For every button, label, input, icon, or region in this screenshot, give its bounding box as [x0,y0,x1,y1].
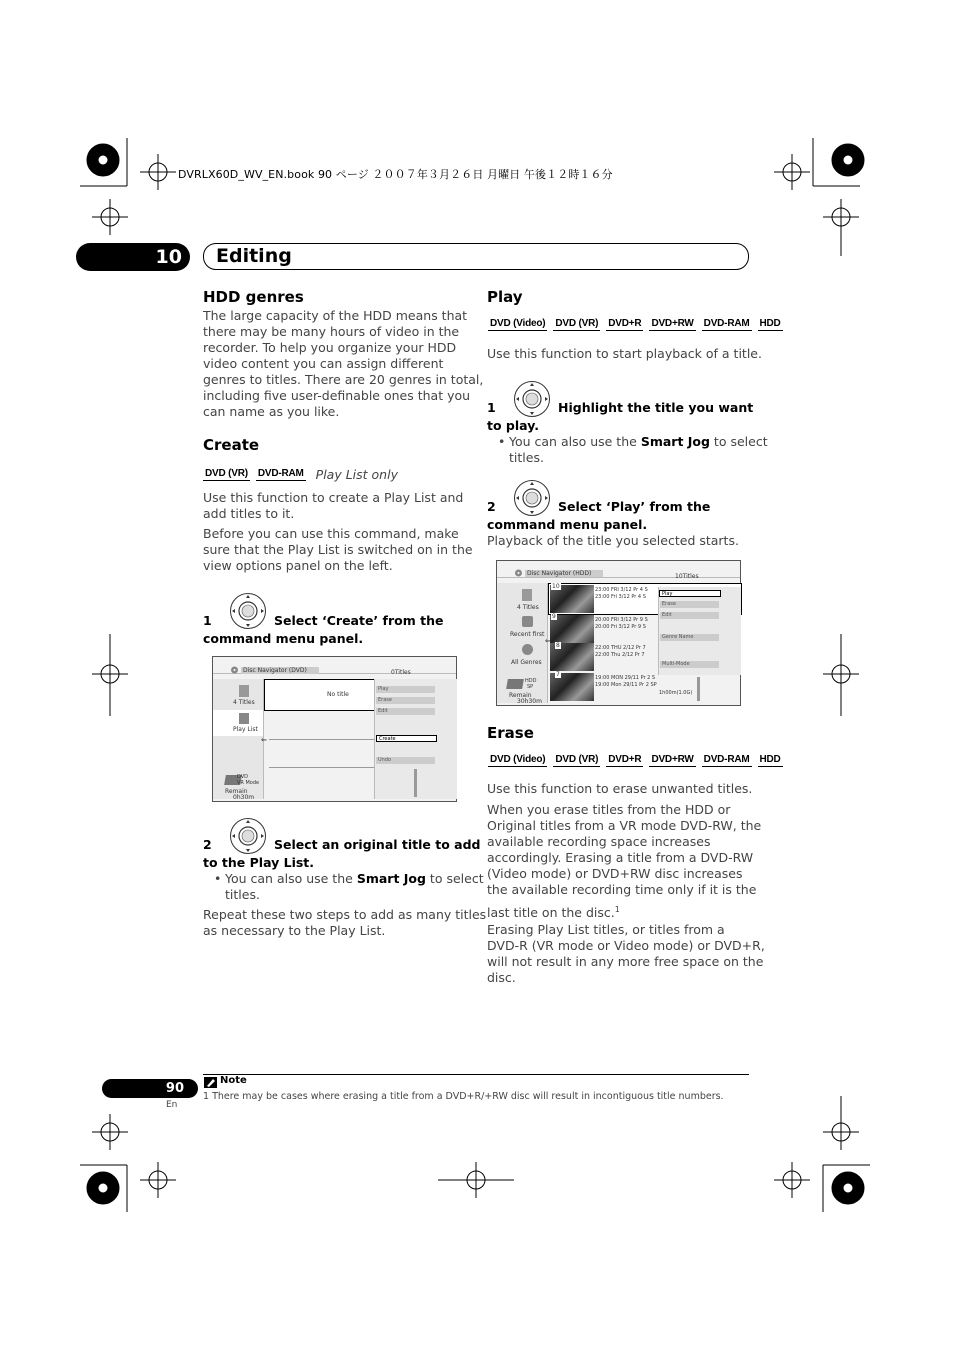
hdd-genres-line-3: recorder. To help you organize your HDD [203,340,457,355]
mode-line-2: VR Mode [237,780,260,786]
play-heading: Play [487,288,523,306]
hdd-genres-line-2: there may be many hours of video in the [203,324,460,339]
jog-dial-icon [229,592,267,630]
menu-multi-mode[interactable]: Multi-Mode [660,661,719,668]
badge-dvd-ram: DVD-RAM [703,754,750,765]
badge-dvd-plus-r: DVD+R [608,318,642,329]
create-step-2-text-b: to the Play List. [203,855,315,870]
recent-first-icon [522,616,533,627]
note-label: Note [220,1075,247,1086]
erase-para2-line3: available recording space increases [487,834,711,849]
footnote-text: 1 There may be cases where erasing a title from a DVD+R/+RW disc will result in incontiguous title numbers. [203,1091,724,1102]
badge-dvd-vr: DVD (VR) [205,468,248,479]
hdd-genres-line-6: including five user-definable ones that you [203,388,471,403]
screen-title: Disc Navigator (HDD) [525,570,603,577]
erase-compat-badges [488,754,783,767]
hdd-genres-line-5: genres to titles. There are 20 genres in total, [203,372,484,387]
create-step-2-text-a: Select an original title to add [274,837,481,852]
remain-value: 0h30m [233,794,255,801]
create-step-1-text-a: Select ‘Create’ from the [274,613,444,628]
create-step-1 [203,612,444,630]
play-step-2-text-a: Select ‘Play’ from the [558,499,711,514]
erase-para3-line4: disc. [487,970,516,985]
footnote-ref[interactable]: 1 [614,905,620,914]
all-genres-icon [522,644,533,655]
hdd-genres-line-4: video content you can assign different [203,356,444,371]
row-line-2: 23:00 Fri 3/12 Pr 4 S [595,594,646,600]
badge-dvd-ram: DVD-RAM [703,318,750,329]
divider [269,767,374,768]
print-header: DVRLX60D_WV_EN.book 90 ページ ２００７年３月２６日 月曜日 午後１２時１６分 [178,168,613,181]
scrollbar[interactable] [414,769,417,797]
menu-erase[interactable]: Erase [376,697,435,704]
menu-erase[interactable]: Erase [660,601,719,608]
erase-para2-line1: When you erase titles from the HDD or [487,802,731,817]
note-pen-icon [204,1077,217,1088]
create-bullet-line2: titles. [225,887,260,902]
note-divider [203,1074,749,1075]
create-bullet: • You can also use the Smart Jog to select [214,871,484,886]
menu-edit[interactable]: Edit [660,612,719,619]
play-list-only-note: Play List only [315,467,398,482]
duration: 1h00m(1.0G) [659,690,693,696]
row-line-1: 19:00 MON 29/11 Pr 2 S [595,675,656,681]
create-step-2 [203,836,481,854]
badge-dvd-video: DVD (Video) [490,318,546,329]
create-para1-line1: Use this function to create a Play List and [203,490,464,505]
create-para3-line1: Repeat these two steps to add as many titles [203,907,487,922]
smart-jog-term: Smart Jog [640,434,710,449]
create-para1-line2: add titles to it. [203,506,295,521]
badge-dvd-plus-rw: DVD+RW [651,754,694,765]
row-line-2: 20:00 Fri 3/12 Pr 9 S [595,624,646,630]
create-para2-line3: view options panel on the left. [203,558,393,573]
jog-dial-icon [513,380,551,418]
remain-value: 30h30m [517,698,542,705]
remain-label: Remain [509,692,532,699]
remain-label: Remain [225,788,248,795]
left-recent-first: Recent first [510,631,545,638]
menu-genre-name[interactable]: Genre Name [660,634,719,641]
chapter-number: 10 [76,243,190,271]
divider [269,739,374,740]
row-num: 7 [556,671,560,678]
erase-para1: Use this function to erase unwanted titles. [487,781,753,796]
menu-undo[interactable]: Undo [376,757,435,764]
disc-navigator-dvd-screen [212,656,457,802]
scrollbar[interactable] [697,677,700,701]
play-compat-badges [488,318,783,331]
row-num: 9 [552,613,556,620]
arrow-icon: ⇐ [545,637,551,645]
arrow-icon: ⇐ [261,736,267,744]
create-para3-line2: as necessary to the Play List. [203,923,386,938]
jog-dial-icon [513,479,551,517]
badge-dvd-video: DVD (Video) [490,754,546,765]
badge-dvd-plus-r: DVD+R [608,754,642,765]
play-step-1-text-a: Highlight the title you want [558,400,754,415]
play-step-1 [487,399,754,417]
screen-title: Disc Navigator (DVD) [241,667,319,674]
row-num: 8 [556,642,560,649]
erase-para3-line1: Erasing Play List titles, or titles from a [487,922,725,937]
erase-heading: Erase [487,724,534,742]
hdd-genres-heading: HDD genres [203,288,304,306]
play-step-2-text-b: command menu panel. [487,517,648,532]
no-title-label: No title [327,691,349,698]
badge-dvd-vr: DVD (VR) [555,318,599,329]
create-para2-line2: sure that the Play List is switched on in the [203,542,473,557]
erase-para3-line3: will not result in any more free space on the [487,954,764,969]
create-step-1-text-b: command menu panel. [203,631,364,646]
create-heading: Create [203,436,260,454]
create-step-1-num: 1 [203,613,212,628]
play-list-icon [239,713,249,724]
play-para1: Use this function to start playback of a title. [487,346,762,361]
play-step-1-num: 1 [487,400,496,415]
menu-play[interactable]: Play [376,686,435,693]
erase-para2-line2: Original titles from a VR mode DVD-RW, the [487,818,762,833]
badge-hdd: HDD [759,318,781,329]
language-code: En [166,1100,178,1110]
left-titles: 4 Titles [517,604,539,611]
play-step-2-num: 2 [487,499,496,514]
badge-hdd: HDD [759,754,781,765]
titles-icon [239,685,249,697]
erase-para3-line2: DVD-R (VR mode or Video mode) or DVD+R, [487,938,765,953]
badge-dvd-vr: DVD (VR) [555,754,599,765]
mode-line-1: DVD [237,774,249,780]
page-number: 90 [102,1079,198,1098]
erase-para2-line5: (Video mode) or DVD+RW disc increases [487,866,743,881]
hdd-genres-line-7: can name as you like. [203,404,340,419]
smart-jog-term: Smart Jog [356,871,426,886]
play-bullet: • You can also use the Smart Jog to select [498,434,768,449]
erase-para2-line4: accordingly. Erasing a title from a DVD-RW [487,850,754,865]
left-all-genres: All Genres [511,659,542,666]
titles-icon [522,589,532,601]
mode-line-1: HDD [525,678,537,684]
row-line-2: 19:00 Mon 29/11 Pr 2 SP [595,682,657,688]
screen-title-count: 10Titles [675,573,699,580]
title-list-empty [264,679,376,711]
disc-navigator-hdd-screen [496,560,741,706]
chapter-title: Editing [216,245,292,267]
row-line-1: 23:00 FRI 3/12 Pr 4 S [595,587,648,593]
hdd-mode-icon [506,679,524,689]
badge-dvd-plus-rw: DVD+RW [651,318,694,329]
left-play-list: Play List [233,726,258,733]
row-line-2: 22:00 Thu 2/12 Pr 7 [595,652,645,658]
row-line-1: 22:00 THU 2/12 Pr 7 [595,645,646,651]
menu-create[interactable]: Create [376,735,437,742]
hdd-genres-line-1: The large capacity of the HDD means that [203,308,468,323]
create-compat-badges [203,467,398,482]
play-bullet-line2: titles. [509,450,544,465]
screen-title-count: 0Titles [391,669,411,676]
erase-para2-line6: the available recording time only if it is the [487,882,757,897]
create-step-2-num: 2 [203,837,212,852]
mode-line-2: SP [527,684,534,690]
left-titles: 4 Titles [233,699,255,706]
play-para2: Playback of the title you selected starts. [487,533,739,548]
badge-dvd-ram: DVD-RAM [257,468,304,479]
disc-icon [514,569,523,577]
erase-para2-last: last title on the disc.$^1$ [487,905,620,921]
jog-dial-icon [229,817,267,855]
disc-icon [230,666,239,674]
create-para2-line1: Before you can use this command, make [203,526,459,541]
menu-play[interactable]: Play [659,590,721,597]
row-num: 10 [552,583,560,590]
play-step-2 [487,498,711,516]
menu-edit[interactable]: Edit [376,708,435,715]
play-step-1-text-b: to play. [487,418,539,433]
row-line-1: 20:00 FRI 3/12 Pr 9 S [595,617,648,623]
